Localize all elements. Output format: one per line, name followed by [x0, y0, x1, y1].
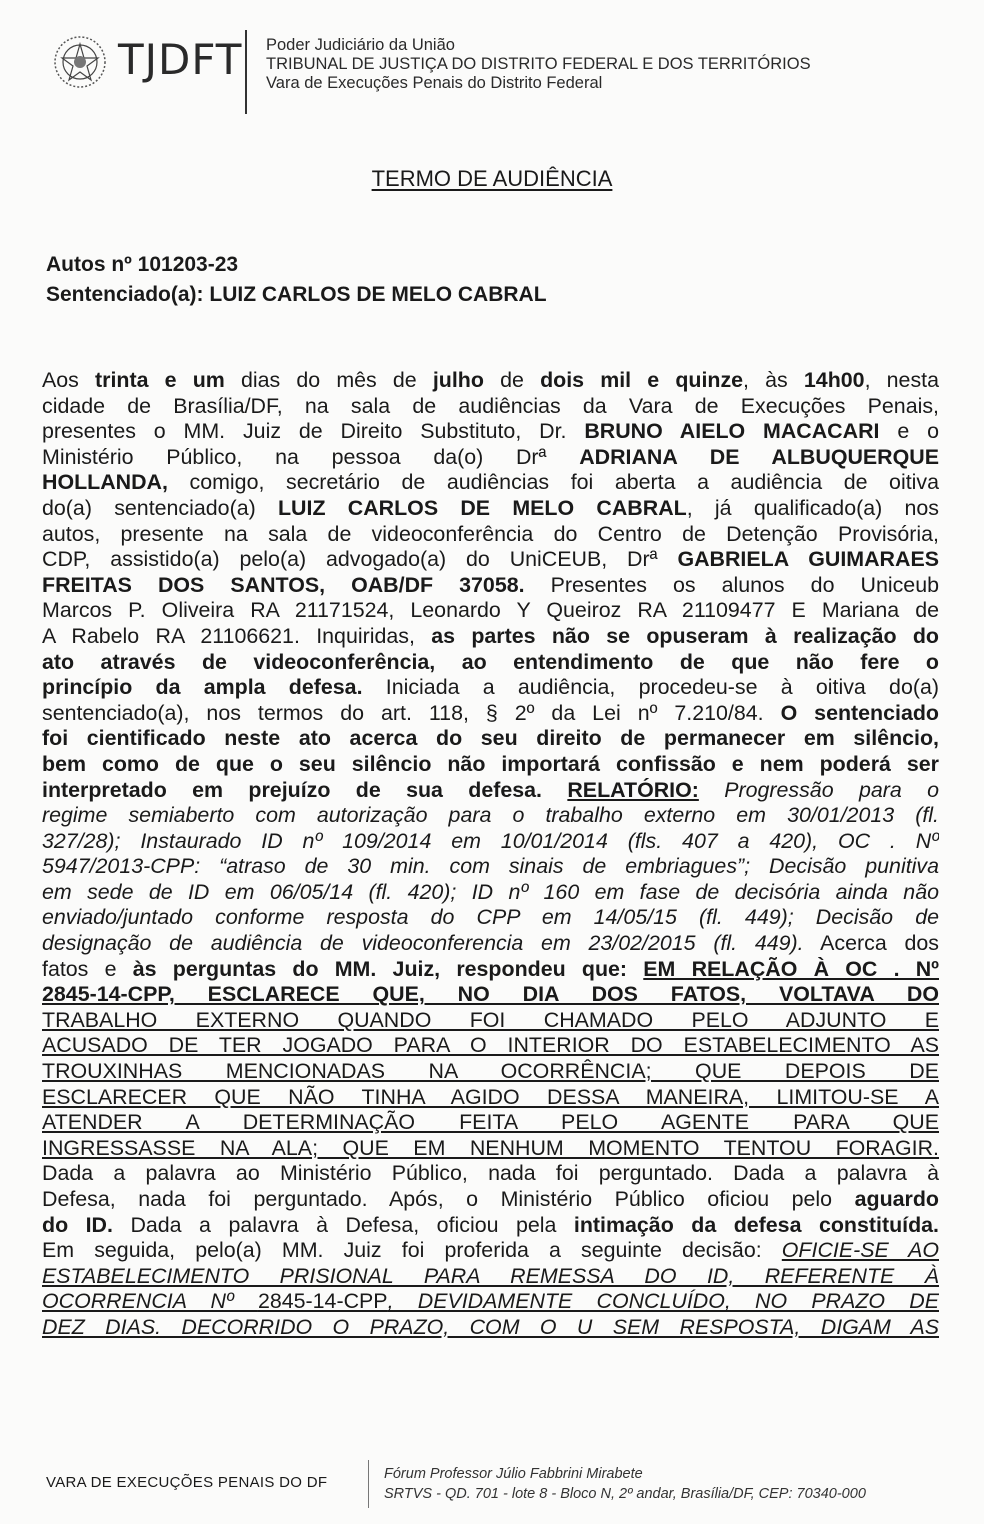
text-line: Em seguida, pelo(a) MM. Juiz foi proferida a seguinte decisão: OFICIE-SE AO: [42, 1238, 939, 1263]
text-line: TRABALHO EXTERNO QUANDO FOI CHAMADO PELO ADJUNTO E: [42, 1007, 939, 1032]
sentenced-name: LUIZ CARLOS DE MELO CABRAL: [209, 283, 547, 306]
text-line: A Rabelo RA 21106621. Inquiridas, as partes não se opuseram à realização do: [42, 623, 939, 648]
text-line: HOLLANDA, comigo, secretário de audiências foi aberta a audiência de oitiva: [42, 470, 939, 495]
text-line: Ministério Público, na pessoa da(o) Drª ADRIANA DE ALBUQUERQUE: [42, 444, 939, 469]
hearing-text: [42, 368, 939, 1341]
footer-street: SRTVS - QD. 701 - lote 8 - Bloco N, 2º andar, Brasília/DF, CEP: 70340-000: [384, 1486, 866, 1502]
text-line: OCORRENCIA Nº 2845-14-CPP, DEVIDAMENTE CONCLUÍDO, NO PRAZO DE: [42, 1289, 939, 1314]
text-line: 5947/2013-CPP: “atraso de 30 min. com sinais de embriagues”; Decisão punitiva: [42, 854, 939, 879]
text-line: ACUSADO DE TER JOGADO PARA O INTERIOR DO ESTABELECIMENTO AS: [42, 1033, 939, 1058]
text-line: regime semiaberto com autorização para o trabalho externo em 30/01/2013 (fl.: [42, 803, 939, 828]
header-divider: [245, 30, 247, 114]
text-line: princípio da ampla defesa. Iniciada a audiência, procedeu-se à oitiva do(a): [42, 675, 939, 700]
text-line: DEZ DIAS. DECORRIDO O PRAZO, COM O U SEM RESPOSTA, DIGAM AS: [42, 1314, 939, 1339]
document-header: [52, 28, 952, 114]
text-line: interpretado em prejuízo de sua defesa. RELATÓRIO: Progressão para o: [42, 777, 939, 802]
text-line: ESCLARECER QUE NÃO TINHA AGIDO DESSA MANEIRA, LIMITOU-SE A: [42, 1084, 939, 1109]
text-line: do(a) sentenciado(a) LUIZ CARLOS DE MELO CABRAL, já qualificado(a) nos: [42, 495, 939, 520]
text-line: ATENDER A DETERMINAÇÃO FEITA PELO AGENTE PARA QUE: [42, 1110, 939, 1135]
text-line: em sede de ID em 06/05/14 (fl. 420); ID nº 160 em fase de decisória ainda não: [42, 879, 939, 904]
text-line: CDP, assistido(a) pelo(a) advogado(a) do UniCEUB, Drª GABRIELA GUIMARAES: [42, 547, 939, 572]
text-line: fatos e às perguntas do MM. Juiz, respondeu que: EM RELAÇÃO À OC . Nº: [42, 956, 939, 981]
case-number: Autos nº 101203-23: [46, 253, 239, 276]
document-footer: [46, 1460, 946, 1510]
text-line: bem como de que o seu silêncio não importará confissão e nem poderá ser: [42, 751, 939, 776]
document-title: TERMO DE AUDIÊNCIA: [371, 166, 613, 191]
text-line: presentes o MM. Juiz de Direito Substituto, Dr. BRUNO AIELO MACACARI e o: [42, 419, 939, 444]
text-line: TROUXINHAS MENCIONADAS NA OCORRÊNCIA; QUE DEPOIS DE: [42, 1059, 939, 1084]
text-line: ESTABELECIMENTO PRISIONAL PARA REMESSA DO ID, REFERENTE À: [42, 1263, 939, 1288]
text-line: 327/28); Instaurado ID nº 109/2014 em 10/01/2014 (fls. 407 a 420), OC . Nº: [42, 828, 939, 853]
text-line: INGRESSASSE NA ALA; QUE EM NENHUM MOMENTO TENTOU FORAGIR.: [42, 1135, 939, 1160]
sentenced-label: Sentenciado(a):: [46, 283, 204, 306]
footer-divider: [368, 1460, 369, 1508]
institution-line-3: Vara de Execuções Penais do Distrito Federal: [266, 74, 603, 92]
text-line: Dada a palavra ao Ministério Público, nada foi perguntado. Dada a palavra à: [42, 1161, 939, 1186]
text-line: foi cientificado neste ato acerca do seu direito de permanecer em silêncio,: [42, 726, 939, 751]
text-line: designação de audiência de videoconferencia em 23/02/2015 (fl. 449). Acerca dos: [42, 931, 939, 956]
text-line: ato através de videoconferência, ao entendimento de que não fere o: [42, 649, 939, 674]
text-line: 2845-14-CPP, ESCLARECE QUE, NO DIA DOS FATOS, VOLTAVA DO: [42, 982, 939, 1007]
text-line: sentenciado(a), nos termos do art. 118, § 2º da Lei nº 7.210/84. O sentenciado: [42, 700, 939, 725]
text-line: Defesa, nada foi perguntado. Após, o Ministério Público oficiou pelo aguardo: [42, 1187, 939, 1211]
institution-line-2: TRIBUNAL DE JUSTIÇA DO DISTRITO FEDERAL E DOS TERRITÓRIOS: [266, 55, 811, 73]
sentenced-line: [46, 280, 547, 310]
text-line: do ID. Dada a palavra à Defesa, oficiou pela intimação da defesa constituída.: [42, 1212, 939, 1237]
text-line: Marcos P. Oliveira RA 21171524, Leonardo Y Queiroz RA 21109477 E Mariana de: [42, 598, 939, 623]
text-line: Aos trinta e um dias do mês de julho de dois mil e quinze, às 14h00, nesta: [42, 368, 939, 392]
case-meta: [46, 250, 547, 310]
text-line: FREITAS DOS SANTOS, OAB/DF 37058. Presentes os alunos do Uniceub: [42, 572, 939, 597]
institution-block: [266, 36, 811, 93]
footer-court: VARA DE EXECUÇÕES PENAIS DO DF: [46, 1474, 328, 1491]
institution-line-1: Poder Judiciário da União: [266, 36, 455, 54]
tjdft-logo: TJDFT: [118, 35, 243, 84]
coat-of-arms-icon: [52, 34, 108, 90]
text-line: cidade de Brasília/DF, na sala de audiências da Vara de Execuções Penais,: [42, 393, 939, 418]
footer-forum: Fórum Professor Júlio Fabbrini Mirabete: [384, 1466, 643, 1482]
text-line: enviado/juntado conforme resposta do CPP em 14/05/15 (fl. 449); Decisão de: [42, 905, 939, 930]
footer-address: [384, 1464, 866, 1504]
text-line: autos, presente na sala de videoconferência do Centro de Detenção Provisória,: [42, 521, 939, 546]
